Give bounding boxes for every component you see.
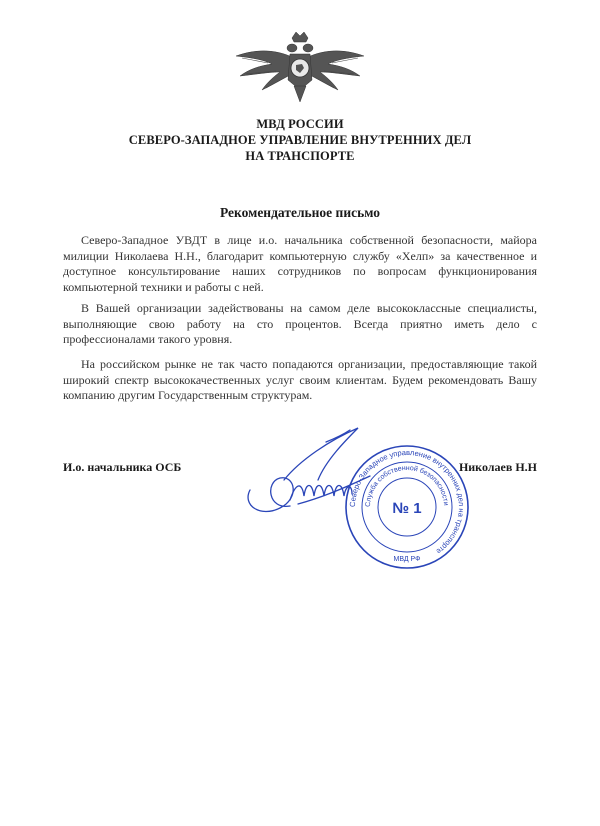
- letter-paragraph-3: На российском рынке не так часто попадаются организации, предоставляющие такой широкий спектр высококачественных услуг своим клиентам. Будем рекомендовать Вашу компанию другим Государственным структурам.: [63, 357, 537, 402]
- signatory-name: Николаев Н.Н: [458, 460, 537, 474]
- org-name-line-1: МВД РОССИИ: [256, 117, 344, 131]
- letter-title: Рекомендательное письмо: [219, 205, 381, 220]
- signatory-position: И.о. начальника ОСБ: [63, 460, 182, 474]
- org-name-line-3: НА ТРАНСПОРТЕ: [245, 149, 355, 163]
- org-name-line-2: СЕВЕРО-ЗАПАДНОЕ УПРАВЛЕНИЕ ВНУТРЕННИХ ДЕЛ: [128, 133, 472, 147]
- letter-paragraph-1: Северо-Западное УВДТ в лице и.о. начальника собственной безопасности, майора милиции Николаева Н.Н., благодарит компьютерную службу «Хелп» за качественное и доступное консультирование наших сотрудников по вопросам функционирования компьютерной техники и работы с ней.: [63, 233, 537, 294]
- stamp-number: № 1: [392, 500, 422, 517]
- letter-paragraph-2: В Вашей организации задействованы на самом деле высококлассные специалисты, выполняющие свою работу на сто процентов. Всегда приятно иметь дело с профессионалами такого уровня.: [63, 301, 537, 346]
- stamp-inner-text: Служба собственной безопасности: [364, 464, 450, 508]
- double-headed-eagle-emblem-icon: [228, 30, 372, 106]
- stamp-bottom-text: МВД РФ: [393, 556, 421, 563]
- round-stamp-icon: [343, 443, 471, 571]
- stamp-outer-text: Северо-Западное управление внутренних дел на транспорте: [347, 447, 467, 557]
